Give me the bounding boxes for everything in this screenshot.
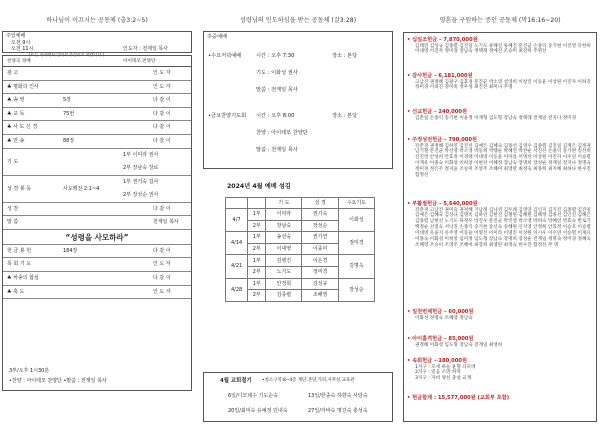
- offering-list-box: [403, 32, 597, 422]
- order-who: 인 도 자: [153, 70, 171, 76]
- order-item: ♣ 송 영: [7, 97, 25, 104]
- serving-bible: 이종미: [302, 243, 338, 255]
- order-row: [3, 94, 191, 108]
- serving-prayer: 김병진: [266, 255, 302, 267]
- order-item: 성 찬: [7, 205, 19, 212]
- service-time-1: 오전 9시: [11, 40, 31, 46]
- serving-prayer: 송선숙: [266, 232, 302, 244]
- cleaning-week-3: 20일/최미숙 유예정 민내숙: [228, 408, 288, 414]
- offering-heading: • 헌금합계 : 15,577,000원 (교회부 포함): [407, 395, 510, 401]
- order-who: 다 같 이: [153, 97, 171, 104]
- table-row: [226, 278, 375, 290]
- serving-date: 4/28: [226, 278, 248, 301]
- serving-part: 1부: [248, 278, 266, 290]
- wed-service-prayer: 기도 : 이화성 권사: [256, 70, 298, 76]
- table-header: [226, 198, 248, 209]
- cleaning-title: 4월 교회절기: [220, 378, 252, 384]
- serving-bible: 권기숙: [302, 209, 338, 221]
- offering-names: 권정혜 이화성 임도형 장남숙 전계일 최영희: [415, 342, 503, 348]
- order-header-left: 찬양곡 경배: [7, 59, 31, 64]
- order-item: 헌 금 봉 헌: [7, 247, 32, 254]
- monthly-serving-title: 2024년 4월 예배 섬김: [227, 183, 291, 190]
- order-detail: 184장: [63, 247, 78, 254]
- table-header: 성 경: [302, 198, 338, 209]
- worship-order-table: [2, 55, 192, 391]
- offering-heading: • 일천번제헌금 – 60,000원: [407, 309, 474, 315]
- order-row: [3, 135, 191, 149]
- cleaning-schedule-box: [203, 372, 393, 422]
- order-row: [3, 108, 191, 122]
- order-row: [3, 245, 191, 259]
- table-header: [248, 198, 266, 209]
- order-item: 말 씀: [7, 219, 19, 226]
- order-row: [3, 216, 191, 230]
- cleaning-week-4: 27일/자바숙 명진숙 충성숙: [308, 408, 368, 414]
- serving-date: 4/7: [226, 209, 248, 232]
- order-who: 인 도 자: [153, 83, 171, 90]
- order-who: 인 도 자: [153, 288, 171, 295]
- order-item: ♣ 평화의 인사: [7, 83, 39, 90]
- order-who-2: 2부 장성순 권사: [123, 191, 159, 198]
- order-who: 인 도 자: [153, 261, 171, 268]
- offering-heading: • 선교헌금 – 240,000원: [407, 109, 468, 115]
- offering-block: [407, 201, 593, 249]
- order-item: 성 경 봉 독: [7, 185, 32, 192]
- order-detail: 75번: [63, 110, 75, 117]
- order-who: 다 같 이: [153, 124, 171, 131]
- order-who: 전계일 목사: [153, 219, 179, 226]
- order-item: 광 고: [7, 70, 19, 76]
- serving-bible: 권기연: [302, 232, 338, 244]
- offering-block: [407, 395, 593, 402]
- offering-block: [407, 358, 593, 382]
- serving-wed: 정미경: [338, 232, 374, 255]
- order-row: [3, 272, 191, 286]
- offering-block: [407, 37, 593, 55]
- fri-service-place: 장소 : 본당: [332, 113, 358, 119]
- offering-block: [407, 73, 593, 91]
- order-header: [3, 56, 191, 67]
- column-title: 성령님의 인도하심을 받는 공동체 (갈3:28): [239, 17, 357, 24]
- service-leader: 인도자 : 전계일 목사: [123, 46, 169, 52]
- weekday-worship-column: [203, 0, 393, 424]
- offering-block: [407, 336, 593, 348]
- offering-block: [407, 137, 593, 179]
- serving-part: 2부: [248, 220, 266, 232]
- serving-bible: 이은경: [302, 255, 338, 267]
- serving-part: 2부: [248, 266, 266, 278]
- order-header-right: 아이테모 찬양단: [123, 59, 156, 64]
- wed-service-place: 장소 : 본당: [332, 53, 358, 59]
- serving-prayer: 이대영: [266, 243, 302, 255]
- weekday-service-box: [203, 31, 393, 169]
- third-service-info: •찬양 : 아이테모 찬양단 •말씀 : 전계일 목사: [9, 378, 107, 384]
- offering-block: [407, 109, 593, 121]
- order-detail: 5장: [63, 97, 72, 104]
- order-row: [3, 149, 191, 176]
- weekday-title: 주중예배: [207, 34, 228, 40]
- table-row: [226, 209, 375, 221]
- order-who: 다 같 이: [153, 110, 171, 117]
- offering-heading: • 감사헌금 – 6,181,000원: [407, 73, 473, 79]
- fri-service-praise: 찬양 : 아이테모 찬양단: [256, 130, 308, 136]
- serving-prayer: 안정희: [266, 278, 302, 290]
- offering-names: 고남진 권정혜 김광구 김효경 문진균 박소영 설영희 이창진 이동윤 이상원 이진자 이하진 정미경 이의진 정미옥 정우성 최진선 최미나 주명: [415, 79, 591, 91]
- service-note: (표는 자리에서 일어서 주십시오 하겠니다.): [29, 52, 105, 57]
- order-detail: 사도행전 2:1~4: [63, 185, 100, 192]
- order-item: ♣ 차송의 합심: [7, 274, 39, 281]
- serving-prayer: 노기도: [266, 266, 302, 278]
- sunday-service-box: [2, 31, 192, 57]
- order-who: 다 같 이: [153, 137, 171, 144]
- serving-bible: 정미경: [302, 266, 338, 278]
- serving-bible: 김성규: [302, 278, 338, 290]
- order-row: [3, 81, 191, 95]
- order-row: [3, 121, 191, 135]
- order-row: [3, 258, 191, 272]
- order-row: [3, 176, 191, 203]
- offering-heading: • 십일조헌금 – 7,870,000원: [407, 37, 478, 43]
- third-service-time: 3부/오후 1시30분: [9, 368, 50, 374]
- serving-prayer: 장남숙: [266, 220, 302, 232]
- table-row: [226, 255, 375, 267]
- serving-wed: 김명옥: [338, 255, 374, 278]
- serving-prayer: 김종렬: [266, 290, 302, 302]
- sermon-title: “성령을 사모하라”: [3, 230, 191, 245]
- order-detail: 88장: [63, 137, 75, 144]
- serving-date: 4/14: [226, 232, 248, 255]
- table-header: 수요기도: [338, 198, 374, 209]
- offering-block: [407, 309, 593, 321]
- fri-service-time: 시간 : 오후 8:00: [256, 113, 295, 119]
- order-item: ♣ 교 독: [7, 110, 25, 117]
- cleaning-week-2: 13일/한종숙 하향숙 사랑숙: [308, 393, 368, 399]
- order-who: 다 같 이: [153, 274, 171, 281]
- order-row: [3, 67, 191, 81]
- order-who-1: 1부 권기숙 집사: [123, 178, 159, 185]
- fri-service-name: •금요찬양기도회: [208, 113, 247, 119]
- order-who: 다 같 이: [153, 247, 171, 254]
- offering-names: 강춘경 권정혜 김하연 김진선 김예은 김혜숙 김종선 김영수 김종렬 김진일 김재은 김정권 남기철 문진균 박선영 박소영 박동희 박행순 박혜연 박찬순 서진선 손종익 송기현 송선희 신진영 안성희 안효정 이경태 이대영 이동윤 이미라 이명선 이상원 이진자 이수연 이승렬 이재유 이종숙 이화성 이희창 이현선 이혜정 장남숙 장명희 장성순 정계일 전지나 정명숙 정미경 정은주 정지윤 조승미 조영주 조혜미 최영란 최정숙 최종희 최지혜 최하나 한수진 함정선: [415, 143, 591, 178]
- order-item: ♣ 사 도 신 경: [7, 124, 38, 131]
- service-time-2: 오전 11시: [11, 46, 34, 52]
- cleaning-week-1: 6일/디모데수 기도순숙: [228, 393, 278, 399]
- offering-names: 김춘일 손종익 송기현 이윤정 이재형 임도형 장남숙 정택래 전계일 전지나 정미경: [415, 115, 577, 121]
- order-item: ♣ 축 도: [7, 288, 25, 295]
- offering-names: 강춘경 고남진 권미숙 권정혜 기남래 김나영 김두례 김영연 김인지 김지진 김종렬 김진일 김예은 김혜숙 김상규 김명옥 김하연 김현진 김철원 김혜원 김혜정 김종선 김인진 김해은 김종렬 남현선 노기도 류정우 박진우 문진균 박민영 박소영 박희숙 박혜연 박효숙 반로기 백정순 선점숙 서낙진 손종익 송기현 송선숙 송혜원 신지영 안정희 안효정 이승호 이승열 이대영 유윤지 유주영 이동윤 이명선 이미라 이명진 이상원 이시우 이수연 이승렬 이재유 이종숙 이화성 이희창 임미정 임도형 장남숙 장명희 장성순 전계일 정명숙 정미경 정혜숙 조혜영 조승미 조영주 조혜미 최강희 최영란 최정숙 한수진 함정선 무 명: [415, 207, 591, 248]
- wed-service-word: 말씀 : 전계일 목사: [256, 87, 298, 93]
- table-row: [226, 232, 375, 244]
- serving-bible: 장성순: [302, 220, 338, 232]
- serving-part: 1부: [248, 209, 266, 221]
- order-row: [3, 286, 191, 300]
- serving-prayer: 이미라: [266, 209, 302, 221]
- serving-part: 1부: [248, 232, 266, 244]
- offering-column: [403, 0, 597, 424]
- order-who: 다 같 이: [153, 205, 171, 212]
- service-name: 주일예배: [6, 33, 26, 39]
- serving-date: 4/21: [226, 255, 248, 278]
- order-item: 기 도: [7, 158, 19, 165]
- order-who-2: 2부 장남숙 장로: [123, 164, 159, 171]
- offering-names: 김태연 김상규 김종렬 김진일 노기도 류해진 류혜진 문진균 손종익 송기현 이진영 유한희 이대영 이진자 정미경 장남숙 정택래 정예진 조승미 최강희 주명선: [415, 43, 591, 55]
- table-header: 기 도: [266, 198, 302, 209]
- serving-wed: 장성순: [338, 278, 374, 301]
- offering-heading: • 주정성전헌금 – 790,000원: [407, 137, 478, 143]
- cleaning-area: •청소구역:8~4층 계단,본당,가퍼,사무실,교육관: [262, 378, 355, 383]
- serving-bible: 조혜영: [302, 290, 338, 302]
- worship-order-column: [2, 0, 192, 424]
- serving-part: 2부: [248, 290, 266, 302]
- offering-names: 1지구 : 모세 하늘 윤향 디모데 2지구 : 믿음 소망 희락 3지구 : 자비 양선 충성 교재: [415, 364, 476, 382]
- offering-heading: • 아이홈격헌금 – 85,000원: [407, 336, 474, 342]
- order-who-1: 1부 이미라 권사: [123, 151, 159, 158]
- column-title: 하나님이 이끄시는 공동체 (출3:2~5): [46, 17, 148, 24]
- order-item: ♣ 찬 송: [7, 137, 25, 144]
- order-item: 목 회 기 도: [7, 261, 32, 268]
- serving-part: 2부: [248, 243, 266, 255]
- serving-part: 1부: [248, 255, 266, 267]
- offering-heading: • 속회헌금 – 180,000원: [407, 358, 468, 364]
- serving-table: [225, 197, 375, 302]
- wed-service-time: 시간 : 오후 7:30: [256, 53, 295, 59]
- order-row: [3, 203, 191, 217]
- wed-service-name: •수요저녁예배: [208, 53, 242, 59]
- offering-names: 이화성 정명숙 조혜영 정남숙: [415, 315, 473, 321]
- column-title: 영혼을 구원하는 증인 공동체 (막16:16~20): [439, 17, 561, 24]
- offering-heading: • 부활절헌금 – 5,640,000원: [407, 201, 478, 207]
- serving-wed: 이화성: [338, 209, 374, 232]
- fri-service-word: 말씀 : 전계일 목사: [256, 147, 298, 153]
